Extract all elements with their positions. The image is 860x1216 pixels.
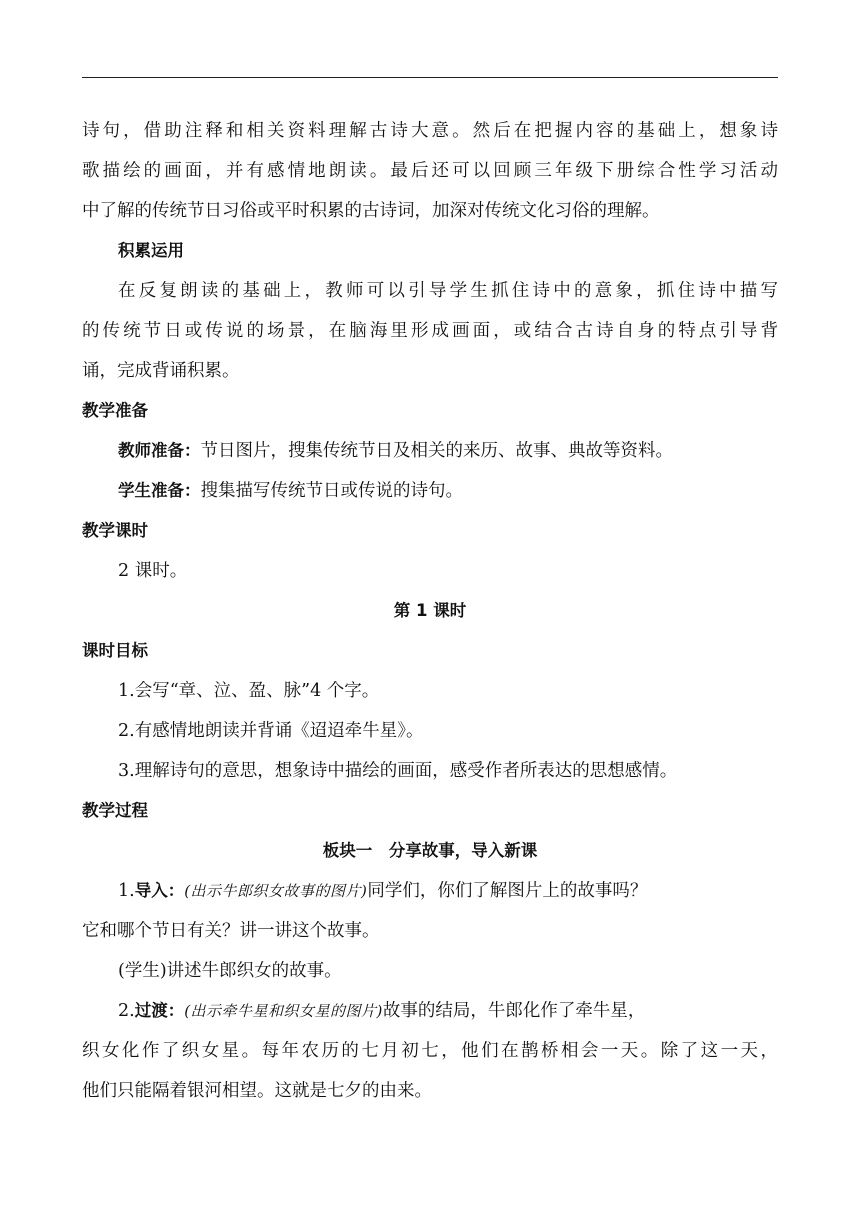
paragraph-line: 歌描绘的画面，并有感情地朗读。最后还可以回顾三年级下册综合性学习活动 [82,161,778,181]
heading-zhunbei: 教学准备 [82,401,148,420]
section-title: 板块一 分享故事，导入新课 [322,841,538,860]
goal-item: 1.会写“章、泣、盈、脉”4 个字。 [118,681,380,701]
document-body [82,111,778,1111]
step1-line2: 它和哪个节日有关？讲一讲这个故事。 [82,921,380,941]
step2-label: 过渡： [134,1001,185,1020]
teacher-prep-text: 节日图片，搜集传统节日及相关的来历、故事、典故等资料。 [200,441,673,461]
step1-text: 同学们，你们了解图片上的故事吗？ [367,881,648,901]
teacher-prep [82,431,778,471]
step2-line2: 织女化作了织女星。每年农历的七月初七，他们在鹊桥相会一天。除了这一天， [82,1041,778,1061]
header-rule [82,77,778,78]
paragraph-line: 诵，完成背诵积累。 [82,361,240,381]
goal-item: 2.有感情地朗读并背诵《迢迢牵牛星》。 [118,721,424,741]
step2-line3: 他们只能隔着银河相望。这就是七夕的由来。 [82,1081,432,1101]
paragraph-line: 中了解的传统节日习俗或平时积累的古诗词，加深对传统文化习俗的理解。 [82,201,660,221]
student-prep [82,471,778,511]
student-prep-text: 搜集描写传统节日或传说的诗句。 [200,481,463,501]
student-reply: (学生)讲述牛郎织女的故事。 [118,961,342,981]
paragraph-line: 的传统节日或传说的场景，在脑海里形成画面，或结合古诗自身的特点引导背 [82,321,778,341]
step2-number: 2. [118,1001,135,1021]
step2-line1 [82,991,778,1031]
step1-label: 导入： [134,881,185,900]
goal-item: 3.理解诗句的意思，想象诗中描绘的画面，感受作者所表达的思想感情。 [118,761,678,781]
step2-text: 故事的结局，牛郎化作了牵牛星， [382,1001,646,1021]
subheading-jilei: 积累运用 [118,241,184,260]
paragraph-line: 诗句，借助注释和相关资料理解古诗大意。然后在把握内容的基础上，想象诗 [82,121,778,141]
heading-mubiao: 课时目标 [82,641,148,660]
student-prep-label: 学生准备： [118,481,201,500]
step1-number: 1. [118,881,135,901]
heading-keshi: 教学课时 [82,521,148,540]
keshi-text: 2 课时。 [118,561,188,581]
step1-line1 [82,871,778,911]
heading-guocheng: 教学过程 [82,801,148,820]
step1-note: (出示牛郎织女故事的图片) [184,882,368,900]
paragraph-line: 在反复朗读的基础上，教师可以引导学生抓住诗中的意象，抓住诗中描写 [118,281,778,301]
lesson-title: 第 1 课时 [393,601,467,620]
step2-note: (出示牵牛星和织女星的图片) [184,1002,383,1020]
teacher-prep-label: 教师准备： [118,441,201,460]
